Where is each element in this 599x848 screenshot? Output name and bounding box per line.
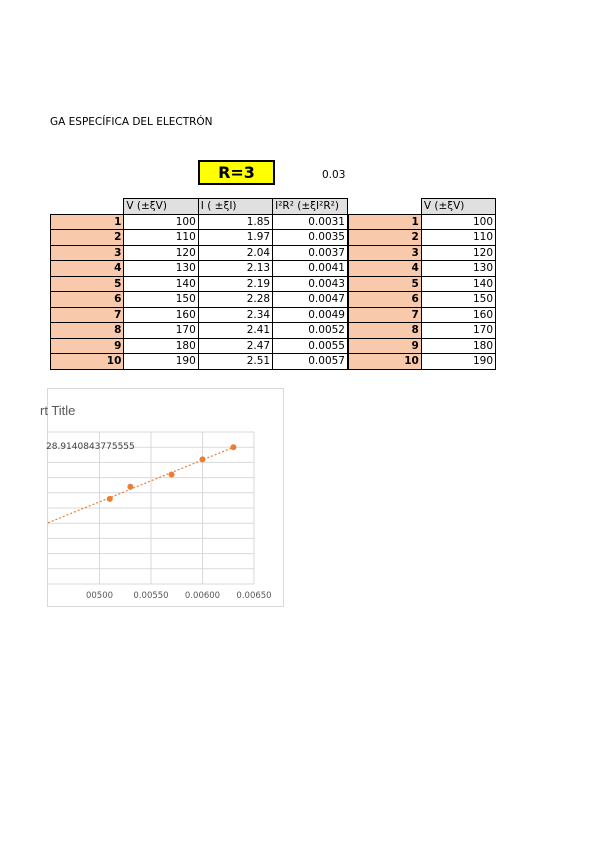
cell-current: 1.85	[198, 214, 272, 230]
table-row	[51, 354, 348, 370]
cell-voltage: 180	[124, 338, 198, 354]
data-point	[200, 456, 206, 462]
row-index: 3	[51, 245, 124, 261]
cell-current: 2.34	[198, 307, 272, 323]
row-index: 9	[51, 338, 124, 354]
cell-current: 2.04	[198, 245, 272, 261]
row-index: 7	[51, 307, 124, 323]
data-table-main	[50, 198, 348, 370]
cell-i2r2: 0.0037	[273, 245, 348, 261]
cell-voltage: 180	[421, 338, 495, 354]
cell-voltage: 120	[421, 245, 495, 261]
cell-current: 2.28	[198, 292, 272, 308]
row-index: 4	[349, 261, 422, 277]
scatter-chart	[40, 389, 283, 606]
row-index: 8	[349, 323, 422, 339]
table-row	[349, 214, 496, 230]
cell-i2r2: 0.0041	[273, 261, 348, 277]
data-point	[169, 472, 175, 478]
header-i2r2: I²R² (±ξI²R²)	[273, 199, 348, 215]
header-blank	[51, 199, 124, 215]
row-index: 5	[51, 276, 124, 292]
chart-title: rt Title	[40, 403, 76, 418]
table-row	[349, 261, 496, 277]
x-tick-label: 0.00600	[184, 591, 221, 601]
cell-voltage: 170	[421, 323, 495, 339]
table-row	[349, 323, 496, 339]
row-index: 3	[349, 245, 422, 261]
cell-voltage: 160	[124, 307, 198, 323]
cell-current: 2.47	[198, 338, 272, 354]
data-point	[230, 444, 236, 450]
x-tick-label: 0.00650	[236, 591, 272, 601]
header-voltage: V (±ξV)	[421, 199, 495, 215]
table-row	[51, 261, 348, 277]
trendline-equation: 28.9140843775555	[46, 442, 135, 452]
x-tick-label: 00500	[85, 591, 114, 601]
x-tick-label: 0.00550	[133, 591, 169, 601]
table-row	[349, 292, 496, 308]
table-row	[51, 292, 348, 308]
cell-i2r2: 0.0047	[273, 292, 348, 308]
row-index: 4	[51, 261, 124, 277]
table-row	[51, 230, 348, 246]
table-row	[51, 245, 348, 261]
row-index: 5	[349, 276, 422, 292]
table-row	[349, 338, 496, 354]
table-row	[349, 276, 496, 292]
document-title: GA ESPECÍFICA DEL ELECTRÓN	[50, 116, 213, 128]
cell-current: 2.13	[198, 261, 272, 277]
cell-i2r2: 0.0057	[273, 354, 348, 370]
cell-voltage: 190	[421, 354, 495, 370]
data-point	[127, 484, 133, 490]
data-point	[107, 496, 113, 502]
cell-voltage: 120	[124, 245, 198, 261]
row-index: 2	[51, 230, 124, 246]
table-row	[51, 214, 348, 230]
cell-i2r2: 0.0049	[273, 307, 348, 323]
cell-voltage: 170	[124, 323, 198, 339]
cell-current: 2.51	[198, 354, 272, 370]
table-row	[349, 354, 496, 370]
row-index: 6	[51, 292, 124, 308]
cell-i2r2: 0.0055	[273, 338, 348, 354]
row-index: 1	[51, 214, 124, 230]
cell-voltage: 150	[421, 292, 495, 308]
table-row	[51, 338, 348, 354]
r-label-box: R=3	[198, 160, 275, 185]
row-index: 8	[51, 323, 124, 339]
table-header-row	[51, 199, 348, 215]
cell-current: 2.19	[198, 276, 272, 292]
cell-i2r2: 0.0035	[273, 230, 348, 246]
row-index: 1	[349, 214, 422, 230]
row-index: 6	[349, 292, 422, 308]
cell-voltage: 130	[124, 261, 198, 277]
table-header-row	[349, 199, 496, 215]
row-index: 10	[349, 354, 422, 370]
cell-current: 1.97	[198, 230, 272, 246]
cell-voltage: 110	[124, 230, 198, 246]
table-row	[51, 323, 348, 339]
cell-i2r2: 0.0052	[273, 323, 348, 339]
row-index: 10	[51, 354, 124, 370]
data-table-secondary	[348, 198, 496, 370]
table-row	[349, 307, 496, 323]
r-value: 0.03	[322, 169, 346, 181]
row-index: 9	[349, 338, 422, 354]
row-index: 2	[349, 230, 422, 246]
chart-area[interactable]	[40, 388, 284, 607]
table-row	[51, 307, 348, 323]
cell-voltage: 140	[124, 276, 198, 292]
cell-voltage: 140	[421, 276, 495, 292]
cell-voltage: 110	[421, 230, 495, 246]
cell-voltage: 160	[421, 307, 495, 323]
table-row	[51, 276, 348, 292]
cell-i2r2: 0.0031	[273, 214, 348, 230]
cell-voltage: 100	[124, 214, 198, 230]
row-index: 7	[349, 307, 422, 323]
table-row	[349, 230, 496, 246]
header-voltage: V (±ξV)	[124, 199, 198, 215]
header-current: I ( ±ξI)	[198, 199, 272, 215]
cell-voltage: 100	[421, 214, 495, 230]
cell-current: 2.41	[198, 323, 272, 339]
cell-i2r2: 0.0043	[273, 276, 348, 292]
cell-voltage: 130	[421, 261, 495, 277]
table-row	[349, 245, 496, 261]
trendline	[48, 447, 233, 522]
header-blank	[349, 199, 422, 215]
cell-voltage: 190	[124, 354, 198, 370]
cell-voltage: 150	[124, 292, 198, 308]
